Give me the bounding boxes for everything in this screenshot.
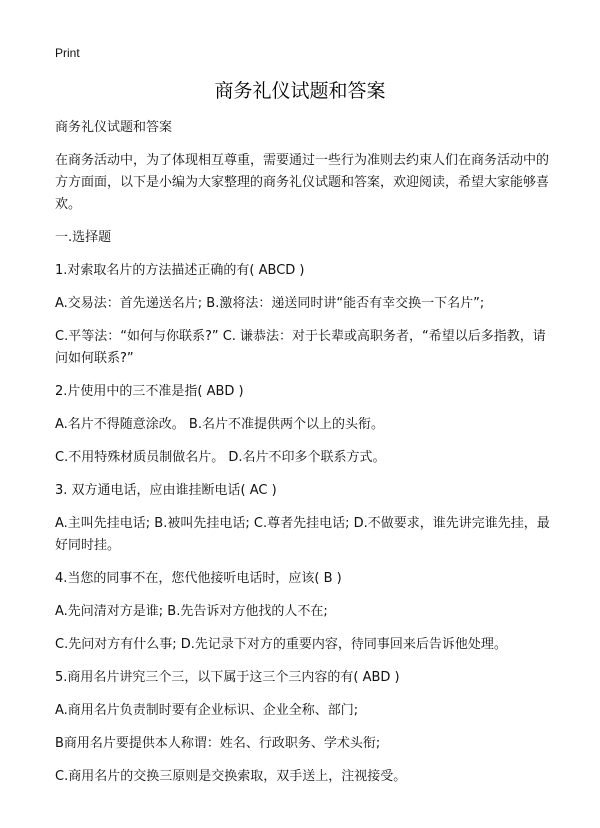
- page-title: 商务礼仪试题和答案: [214, 80, 386, 102]
- print-link[interactable]: Print: [55, 46, 80, 60]
- question-5: 5.商用名片讲究三个三，以下属于这三个三内容的有( ABD ): [55, 670, 400, 685]
- question-5-option: A.商用名片负责制时要有企业标识、企业全称、部门;: [55, 703, 359, 718]
- question-4: 4.当您的同事不在，您代他接听电话时，应该( B ): [55, 571, 342, 586]
- intro-paragraph: 在商务活动中，为了体现相互尊重，需要通过一些行为准则去约束人们在商务活动中的方方面面，以下是小编为大家整理的商务礼仪试题和答案，欢迎阅读，希望大家能够喜欢。: [55, 153, 550, 212]
- question-2-option: A.名片不得随意涂改。 B.名片不准提供两个以上的头衔。: [55, 417, 384, 432]
- question-1-option: A.交易法：首先递送名片; B.激将法：递送同时讲“能否有幸交换一下名片”;: [55, 296, 485, 311]
- article-subtitle: 商务礼仪试题和答案: [55, 120, 173, 135]
- question-3-option: A.主叫先挂电话; B.被叫先挂电话; C.尊者先挂电话; D.不做要求，谁先讲完谁先挂，最好同时挂。: [55, 516, 550, 553]
- question-5-option: C.商用名片的交换三原则是交换索取，双手送上，注视接受。: [55, 769, 407, 784]
- question-1: 1.对索取名片的方法描述正确的有( ABCD ): [55, 263, 305, 278]
- question-4-option: A.先问清对方是谁; B.先告诉对方他找的人不在;: [55, 604, 328, 619]
- question-2-option: C.不用特殊材质员制做名片。 D.名片不印多个联系方式。: [55, 450, 386, 465]
- question-3: 3. 双方通电话，应由谁挂断电话( AC ): [55, 483, 277, 498]
- article-body: [55, 117, 555, 799]
- question-5-option: B商用名片要提供本人称谓：姓名、行政职务、学术头衔;: [55, 736, 381, 751]
- section-heading: 一.选择题: [55, 230, 112, 245]
- question-1-option: C.平等法：“如何与你联系?” C. 谦恭法：对于长辈或高职务者，“希望以后多指教，请问如何联系?”: [55, 329, 546, 366]
- question-4-option: C.先问对方有什么事; D.先记录下对方的重要内容，待同事回来后告诉他处理。: [55, 637, 507, 652]
- question-2: 2.片使用中的三不准是指( ABD ): [55, 384, 244, 399]
